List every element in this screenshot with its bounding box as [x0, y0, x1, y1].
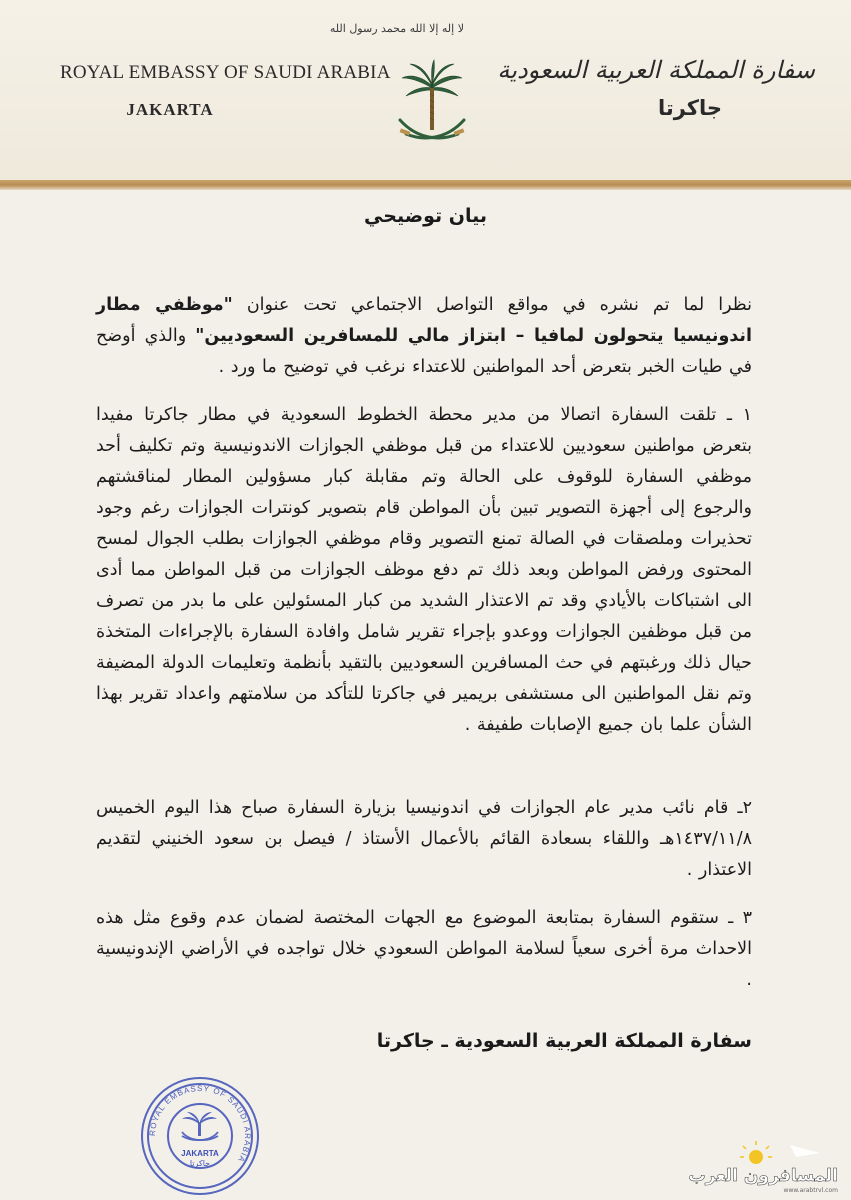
stamp-arabic-text: جاكرتا [189, 1159, 211, 1168]
stamp-ring-text: ROYAL EMBASSY OF SAUDI ARABIA [147, 1083, 253, 1165]
watermark-text: المسافرون العرب [688, 1166, 838, 1186]
site-watermark-logo-icon [688, 1135, 840, 1195]
arabic-embassy-name: سفارة المملكة العربية السعودية [497, 56, 815, 84]
saudi-emblem-palm-swords-icon [392, 58, 472, 156]
stamp-english-text: JAKARTA [181, 1149, 219, 1158]
document-title: بيان توضيحي [364, 205, 487, 227]
statement-item-1: ١ ـ تلقت السفارة اتصالا من مدير محطة الخطوط السعودية في مطار جاكرتا مفيدا بتعرض مواطنين سعوديين للاعتداء من قبل موظفي الجوازات الاندونيسية وتم تكليف أحد موظفي السفارة للوقوف على الحالة وتم مقابلة كبار مسؤولين المطار لمناقشتهم والرجوع إلى أجهزة التصوير تبين بأن المواطن قام بتصوير كونترات الجوازات رغم وجود تحذيرات وملصقات في الصالة تمنع التصوير وقام موظفي الجوازات بطلب الجوال لمسح المحتوى ورفض المواطن وبعد ذلك تم دفع موظف الجوازات من قبل المواطن مما أدى الى اشتباكات بالأيادي وقد تم الاعتذار الشديد من كبار المسئولين على ما بدر من تصرف من قبل موظفين الجوازات ووعدو بإجراء تقرير شامل وافادة السفارة بالإجراءات المتخذة حيال ذلك ورغبتهم في حث المسافرين السعوديين بالتقيد بأنظمة وتعليمات الدولة المضيفة وتم نقل المواطنين الى مستشفى بريمير في جاكرتا للتأكد من سلامتهم واعداد تقرير بهذا الشأن علما بان جميع الإصابات طفيفة . [96, 405, 752, 735]
intro-headline: "موظفي مطار اندونيسيا يتحولون لمافيا – ابتزاز مالي للمسافرين السعوديين" [96, 295, 753, 346]
embassy-seal-icon [136, 1072, 264, 1200]
statement-item-3: ٣ ـ ستقوم السفارة بمتابعة الموضوع مع الجهات المختصة لضمان عدم وقوع مثل هذه الاحداث مرة أخرى سعياً لسلامة المواطن السعودي خلال تواجده في الأراضي الإندونيسية . [96, 908, 752, 990]
signature-line: سفارة المملكة العربية السعودية ـ جاكرتا [376, 1030, 752, 1052]
english-embassy-name-block [60, 62, 391, 120]
letterhead-divider [0, 180, 851, 190]
statement-item-2: ٢ـ قام نائب مدير عام الجوازات في اندونيسيا بزيارة السفارة صباح هذا اليوم الخميس ١٤٣٧/١١/٨هـ واللقاء بسعادة القائم بالأعمال الأستاذ / فيصل بن سعود الخنيني لتقديم الاعتذار . [96, 798, 752, 880]
intro-text-part2: والذي أوضح في طيات الخبر بتعرض أحد المواطنين للاعتداء نرغب في توضيح ما ورد . [96, 326, 752, 377]
shahada-calligraphy: لا إله إلا الله محمد رسول الله [329, 22, 464, 35]
arabic-city-name: جاكرتا [657, 96, 723, 120]
intro-text-part1: نظرا لما تم نشره في مواقع التواصل الاجتماعي تحت عنوان [232, 295, 753, 315]
english-embassy-name: ROYAL EMBASSY OF SAUDI ARABIA [60, 62, 391, 83]
letterhead [0, 0, 851, 188]
intro-paragraph [96, 290, 752, 383]
watermark-url: www.arabtrvl.com [783, 1187, 838, 1194]
arabic-embassy-name-block [497, 56, 815, 120]
english-city-name: JAKARTA [126, 100, 214, 119]
